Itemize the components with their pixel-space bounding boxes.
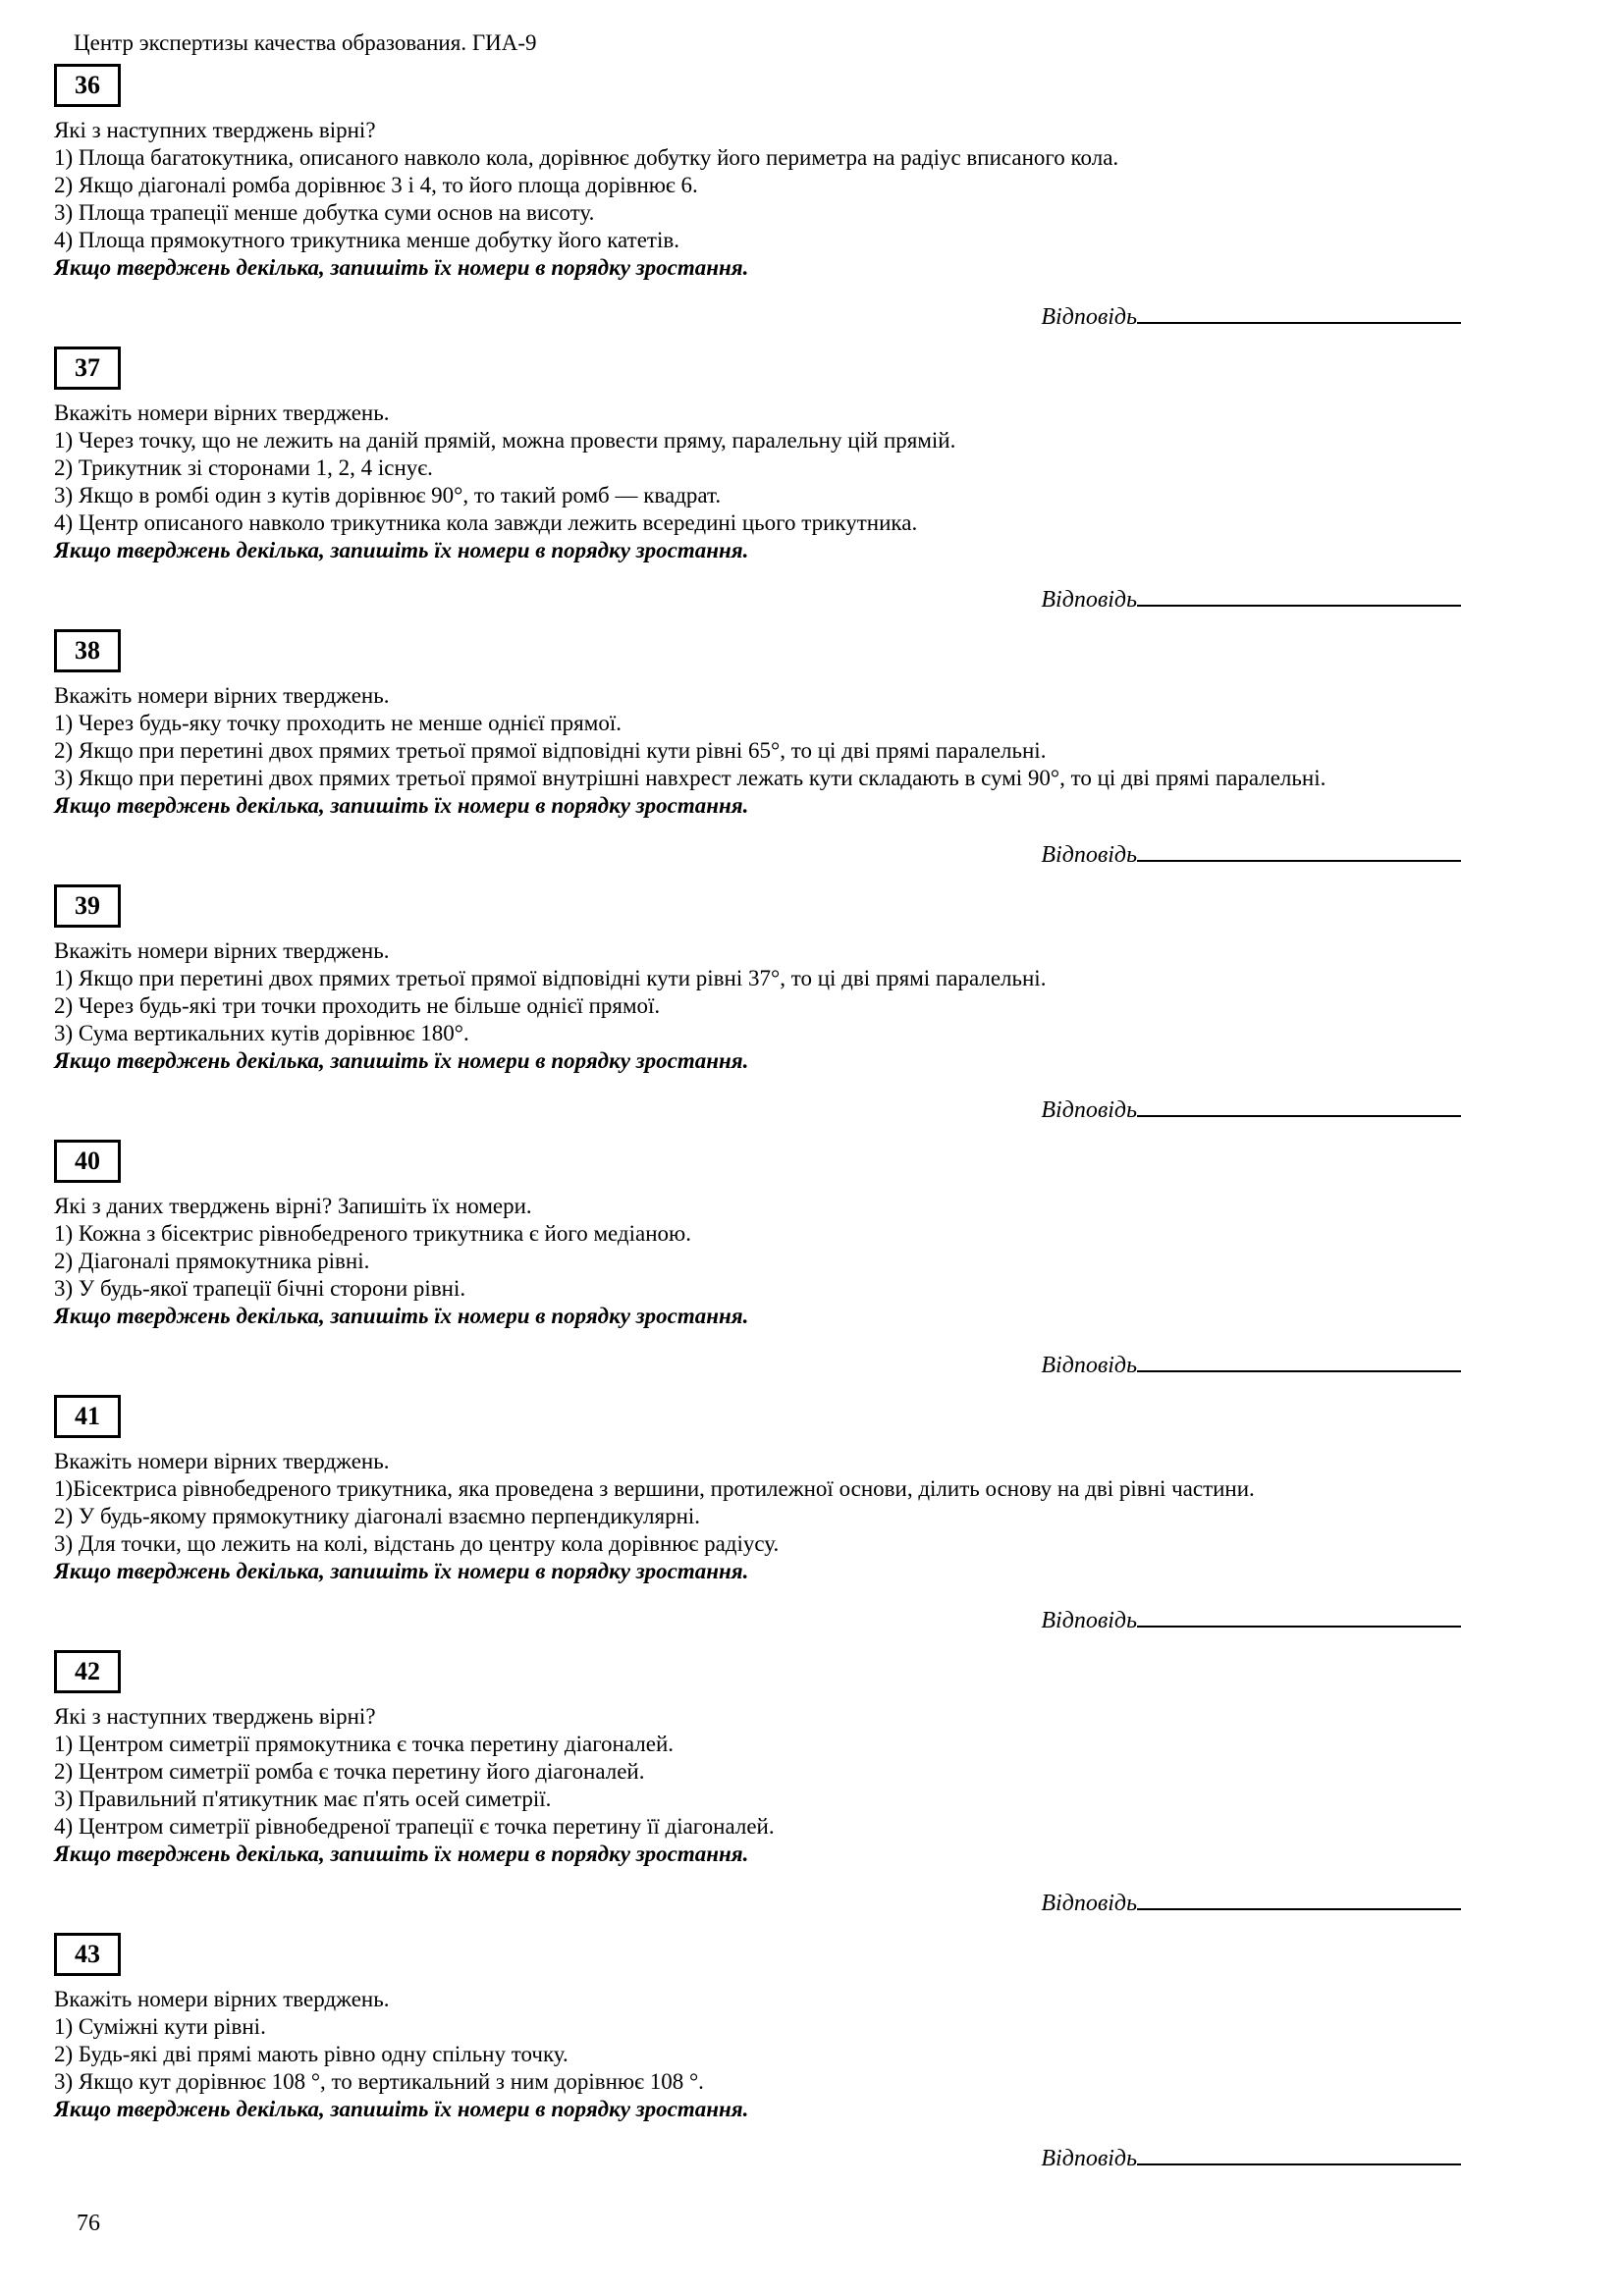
question-number-box	[54, 1395, 121, 1438]
statement: 1) Якщо при перетині двох прямих третьої прямої відповідні кути рівні 37°, то ці дві прямі паралельні.	[54, 966, 1047, 990]
statement-list	[54, 144, 1591, 254]
question-block	[54, 1650, 1591, 1925]
question-prompt: Які з наступних тверджень вірні?	[54, 118, 376, 142]
statement: 1) Через точку, що не лежить на даній прямій, можна провести пряму, паралельну цій прямій.	[54, 428, 956, 453]
statement: 3) Якщо кут дорівнює 108 °, то вертикальний з ним дорівнює 108 °.	[54, 2069, 704, 2094]
question-prompt: Вкажіть номери вірних тверджень.	[54, 1987, 390, 2011]
question-prompt: Які з даних тверджень вірні? Запишіть їх номери.	[54, 1194, 532, 1218]
instruction-note: Якщо тверджень декілька, запишіть їх номери в порядку зростання.	[54, 2097, 749, 2121]
question-number: 42	[75, 1657, 100, 1685]
statement: 3) Для точки, що лежить на колі, відстань до центру кола дорівнює радіусу.	[54, 1531, 780, 1556]
statement-list	[54, 965, 1591, 1047]
instruction-note: Якщо тверджень декілька, запишіть їх номери в порядку зростання.	[54, 1304, 749, 1328]
question-number: 37	[75, 353, 100, 382]
instruction-note: Якщо тверджень декілька, запишіть їх номери в порядку зростання.	[54, 1048, 749, 1073]
question-block	[54, 1933, 1591, 2180]
statement: 2) Будь-які дві прямі мають рівно одну спільну точку.	[54, 2042, 568, 2066]
statement-list	[54, 1220, 1591, 1303]
question-list	[54, 64, 1591, 2180]
answer-label: Відповідь	[1041, 587, 1137, 613]
statement: 4) Центр описаного навколо трикутника кола завжди лежить всередині цього трикутника.	[54, 510, 918, 535]
answer-label: Відповідь	[1041, 842, 1137, 868]
statement: 2) Якщо діагоналі ромба дорівнює 3 і 4, то його площа дорівнює 6.	[54, 173, 698, 197]
question-number: 39	[75, 891, 100, 920]
answer-label: Відповідь	[1041, 1608, 1137, 1633]
instruction-note: Якщо тверджень декілька, запишіть їх номери в порядку зростання.	[54, 538, 749, 562]
statement: 4) Центром симетрії рівнобедреної трапеції є точка перетину її діагоналей.	[54, 1814, 775, 1839]
question-number-box	[54, 629, 121, 672]
answer-row	[54, 833, 1461, 877]
statement-list	[54, 2013, 1591, 2096]
question-prompt: Вкажіть номери вірних тверджень.	[54, 938, 390, 963]
statement-list	[54, 1475, 1591, 1558]
question-number-box	[54, 1933, 121, 1976]
question-prompt: Вкажіть номери вірних тверджень.	[54, 1449, 390, 1473]
answer-row	[54, 295, 1461, 339]
question-number: 36	[75, 71, 100, 99]
question-number-box	[54, 1140, 121, 1183]
statement-list	[54, 710, 1591, 792]
answer-label: Відповідь	[1041, 2146, 1137, 2171]
instruction-note: Якщо тверджень декілька, запишіть їх номери в порядку зростання.	[54, 255, 749, 280]
answer-row	[54, 1089, 1461, 1132]
statement: 1) Центром симетрії прямокутника є точка перетину діагоналей.	[54, 1732, 675, 1756]
answer-row	[54, 578, 1461, 621]
answer-blank	[1137, 2137, 1461, 2165]
question-block	[54, 1140, 1591, 1387]
statement: 3) Якщо при перетині двох прямих третьої прямої внутрішні навхрест лежать кути складають в сумі 90°, то ці дві прямі паралельні.	[54, 766, 1326, 790]
answer-row	[54, 1344, 1461, 1387]
statement: 2) Через будь-які три точки проходить не більше однієї прямої.	[54, 993, 661, 1018]
statement: 1) Суміжні кути рівні.	[54, 2014, 266, 2039]
answer-blank	[1137, 1882, 1461, 1910]
question-prompt: Які з наступних тверджень вірні?	[54, 1704, 376, 1729]
page-number: 76	[77, 2211, 100, 2236]
question-block	[54, 884, 1591, 1132]
answer-blank	[1137, 833, 1461, 862]
statement-list	[54, 427, 1591, 537]
answer-label: Відповідь	[1041, 1097, 1137, 1123]
statement: 3) Сума вертикальних кутів дорівнює 180°.	[54, 1021, 469, 1045]
question-number-box	[54, 347, 121, 390]
answer-blank	[1137, 295, 1461, 324]
page-header: Центр экспертизы качества образования. ГИА-9	[74, 30, 537, 55]
question-prompt: Вкажіть номери вірних тверджень.	[54, 400, 390, 425]
question-number: 43	[75, 1940, 100, 1968]
question-prompt: Вкажіть номери вірних тверджень.	[54, 683, 390, 708]
question-number-box	[54, 884, 121, 928]
statement: 1) Через будь-яку точку проходить не менше однієї прямої.	[54, 711, 622, 735]
answer-row	[54, 1882, 1461, 1925]
question-number-box	[54, 64, 121, 107]
statement: 3) У будь-якої трапеції бічні сторони рівні.	[54, 1276, 466, 1301]
statement: 1)Бісектриса рівнобедреного трикутника, яка проведена з вершини, протилежної основи, ділить основу на дві рівні частини.	[54, 1476, 1255, 1501]
instruction-note: Якщо тверджень декілька, запишіть їх номери в порядку зростання.	[54, 793, 749, 818]
statement: 3) Якщо в ромбі один з кутів дорівнює 90°, то такий ромб — квадрат.	[54, 483, 722, 507]
answer-row	[54, 2137, 1461, 2180]
answer-blank	[1137, 1599, 1461, 1628]
question-block	[54, 347, 1591, 621]
statement: 1) Площа багатокутника, описаного навколо кола, дорівнює добутку його периметра на радіус вписаного кола.	[54, 145, 1119, 170]
instruction-note: Якщо тверджень декілька, запишіть їх номери в порядку зростання.	[54, 1842, 749, 1866]
answer-row	[54, 1599, 1461, 1642]
statement: 2) У будь-якому прямокутнику діагоналі взаємно перпендикулярні.	[54, 1504, 701, 1528]
answer-blank	[1137, 578, 1461, 607]
statement: 3) Площа трапеції менше добутка суми основ на висоту.	[54, 200, 595, 225]
answer-label: Відповідь	[1041, 1353, 1137, 1378]
statement: 4) Площа прямокутного трикутника менше добутку його катетів.	[54, 228, 679, 252]
question-block	[54, 64, 1591, 339]
statement: 2) Центром симетрії ромба є точка перетину його діагоналей.	[54, 1759, 645, 1784]
statement: 2) Діагоналі прямокутника рівні.	[54, 1249, 370, 1273]
statement-list	[54, 1731, 1591, 1841]
statement: 1) Кожна з бісектрис рівнобедреного трикутника є його медіаною.	[54, 1221, 691, 1246]
instruction-note: Якщо тверджень декілька, запишіть їх номери в порядку зростання.	[54, 1559, 749, 1583]
question-number-box	[54, 1650, 121, 1693]
question-number: 40	[75, 1147, 100, 1175]
statement: 2) Якщо при перетині двох прямих третьої прямої відповідні кути рівні 65°, то ці дві прямі паралельні.	[54, 738, 1047, 763]
question-number: 41	[75, 1402, 100, 1430]
question-block	[54, 629, 1591, 877]
statement: 3) Правильний п'ятикутник має п'ять осей симетрії.	[54, 1787, 552, 1811]
answer-blank	[1137, 1344, 1461, 1372]
answer-label: Відповідь	[1041, 1891, 1137, 1916]
answer-label: Відповідь	[1041, 304, 1137, 330]
statement: 2) Трикутник зі сторонами 1, 2, 4 існує.	[54, 455, 433, 480]
answer-blank	[1137, 1089, 1461, 1117]
question-number: 38	[75, 636, 100, 665]
question-block	[54, 1395, 1591, 1642]
